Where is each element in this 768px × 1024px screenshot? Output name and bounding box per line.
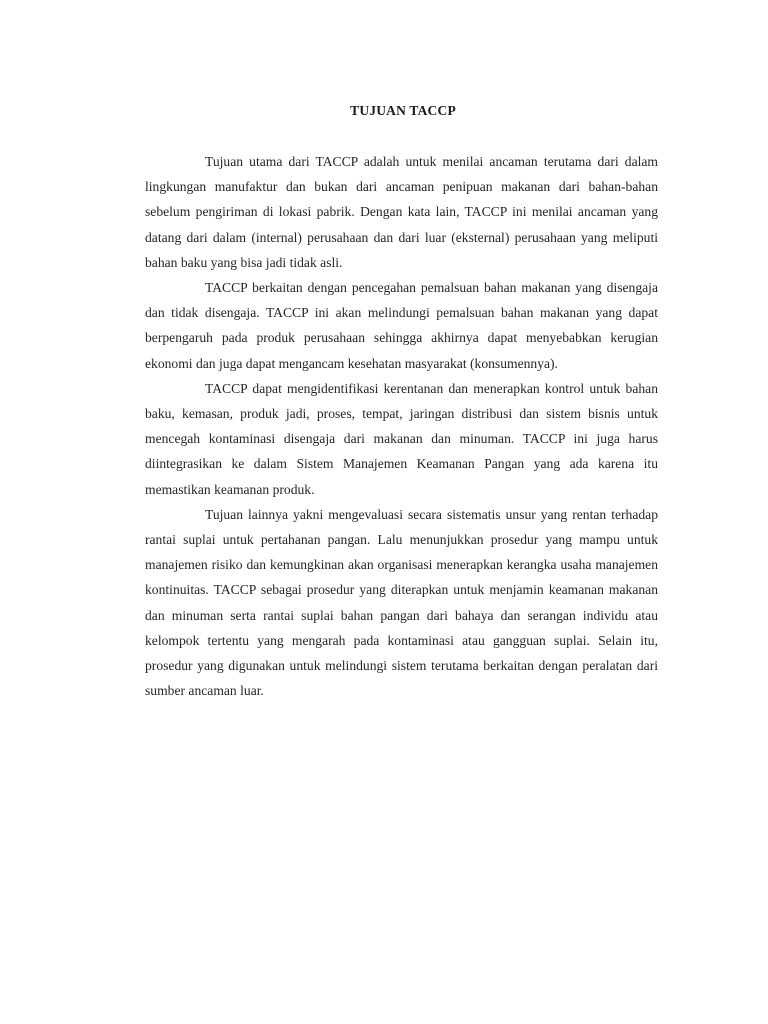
paragraph-3: TACCP dapat mengidentifikasi kerentanan dan menerapkan kontrol untuk bahan baku, kemasan, produk jadi, proses, tempat, jaringan distribusi dan sistem bisnis untuk mencegah kontaminasi disengaja dari makanan dan minuman. TACCP ini juga harus diintegrasikan ke dalam Sistem Manajemen Keamanan Pangan yang ada karena itu memastikan keamanan produk.	[145, 380, 658, 497]
paragraph-2: TACCP berkaitan dengan pencegahan pemalsuan bahan makanan yang disengaja dan tidak disengaja. TACCP ini akan melindungi pemalsuan bahan makanan yang dapat berpengaruh pada produk perusahaan sehingga akhirnya dapat menyebabkan kerugian ekonomi dan juga dapat mengancam kesehatan masyarakat (konsumennya).	[145, 280, 658, 371]
document-title: TUJUAN TACCP	[350, 103, 456, 118]
document-body	[145, 149, 658, 703]
paragraph-4: Tujuan lainnya yakni mengevaluasi secara sistematis unsur yang rentan terhadap rantai suplai untuk pertahanan pangan. Lalu menunjukkan prosedur yang mampu untuk manajemen risiko dan kemungkinan akan organisasi menerapkan kerangka usaha manajemen kontinuitas. TACCP sebagai prosedur yang diterapkan untuk menjamin keamanan makanan dan minuman serta rantai suplai bahan pangan dari bahaya dan serangan individu atau kelompok tertentu yang mengarah pada kontaminasi atau gangguan suplai. Selain itu, prosedur yang digunakan untuk melindungi sistem terutama berkaitan dengan peralatan dari sumber ancaman luar.	[145, 506, 658, 699]
paragraph-1: Tujuan utama dari TACCP adalah untuk menilai ancaman terutama dari dalam lingkungan manufaktur dan bukan dari ancaman penipuan makanan dari bahan-bahan sebelum pengiriman di lokasi pabrik. Dengan kata lain, TACCP ini menilai ancaman yang datang dari dalam (internal) perusahaan dan dari luar (eksternal) perusahaan yang meliputi bahan baku yang bisa jadi tidak asli.	[145, 154, 658, 270]
